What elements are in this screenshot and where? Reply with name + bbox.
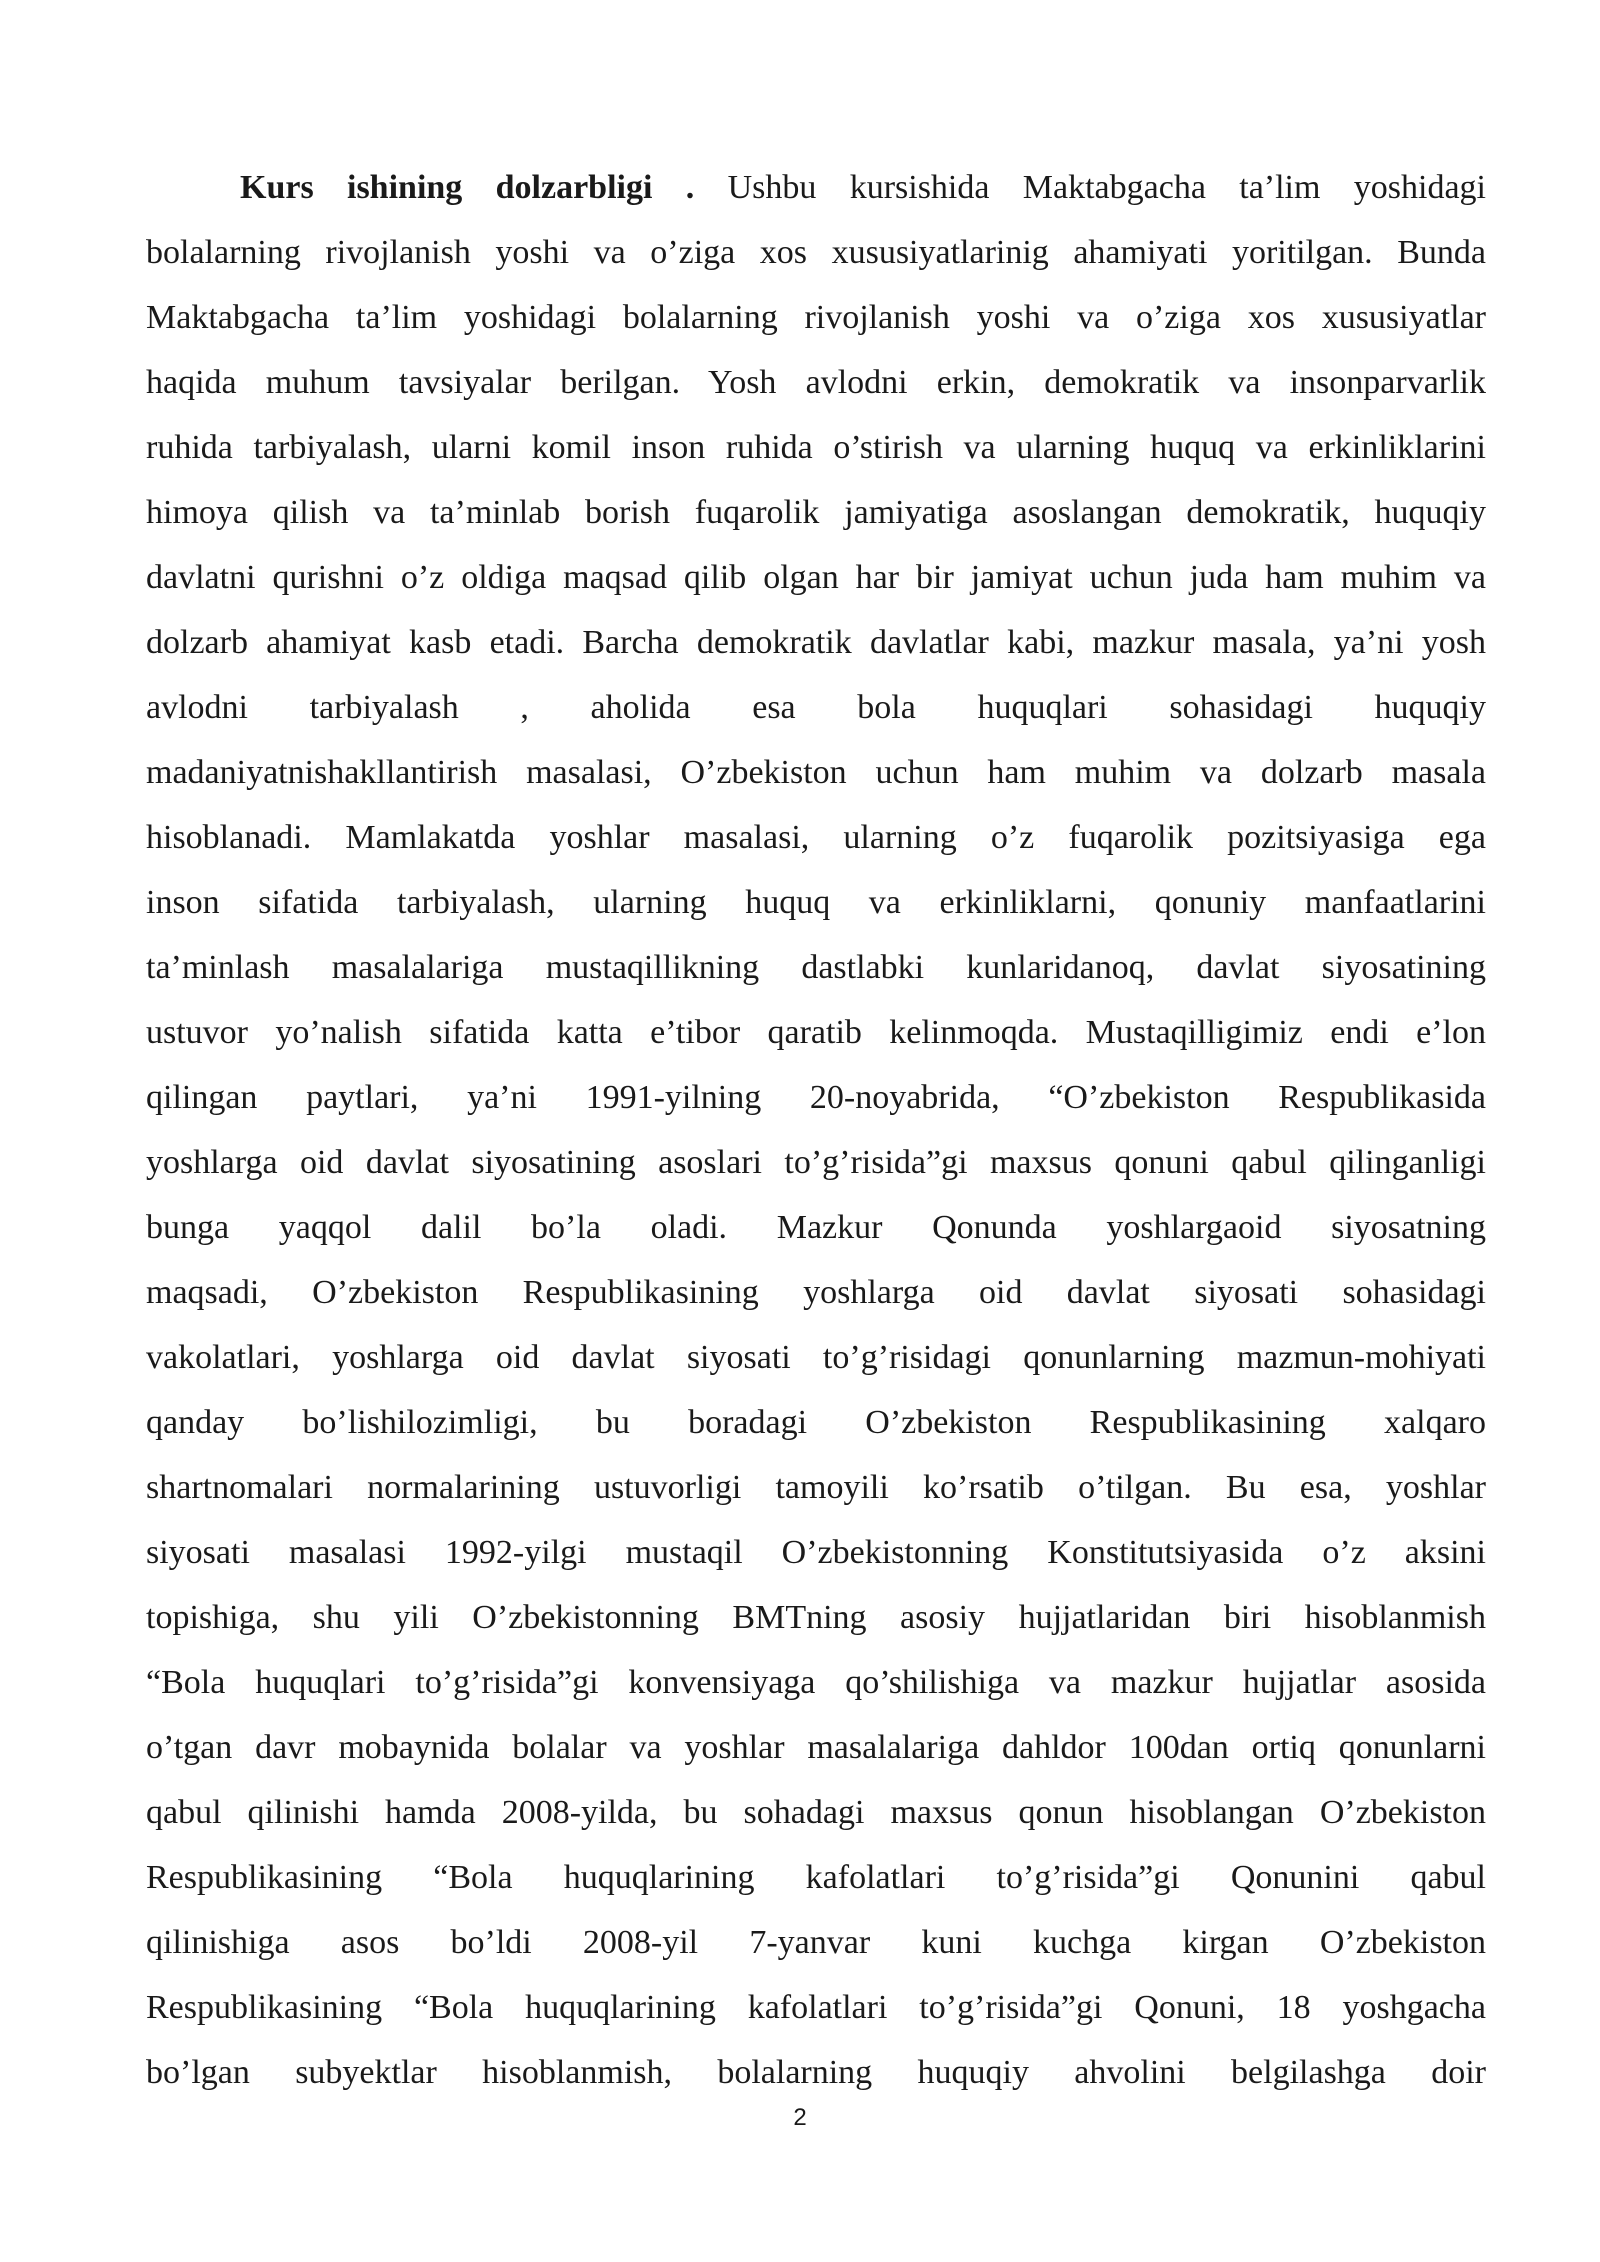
paragraph-line-19: vakolatlari, yoshlarga oid davlat siyosati to’g’risidagi qonunlarning mazmun-mohiyati <box>146 1339 1486 1376</box>
paragraph-line-29: Respublikasining “Bola huquqlarining kafolatlari to’g’risida”gi Qonuni, 18 yoshgacha <box>146 1989 1486 2026</box>
paragraph-line-8: dolzarb ahamiyat kasb etadi. Barcha demokratik davlatlar kabi, mazkur masala, ya’ni yosh <box>146 624 1486 661</box>
paragraph-line-17: bunga yaqqol dalil bo’la oladi. Mazkur Qonunda yoshlargaoid siyosatning <box>146 1209 1486 1246</box>
line-text-1: Ushbu kursishida Maktabgacha ta’lim yoshidagi <box>727 169 1486 206</box>
paragraph-line-18: maqsadi, O’zbekiston Respublikasining yoshlarga oid davlat siyosati sohasidagi <box>146 1274 1486 1311</box>
paragraph-line-20: qanday bo’lishilozimligi, bu boradagi O’zbekiston Respublikasining xalqaro <box>146 1404 1486 1441</box>
paragraph-line-13: ta’minlash masalalariga mustaqillikning dastlabki kunlaridanoq, davlat siyosatining <box>146 949 1486 986</box>
paragraph-line-14: ustuvor yo’nalish sifatida katta e’tibor qaratib kelinmoqda. Mustaqilligimiz endi e’lon <box>146 1014 1486 1051</box>
paragraph-line-9: avlodni tarbiyalash , aholida esa bola huquqlari sohasidagi huquqiy <box>146 689 1486 726</box>
section-heading: Kurs ishining dolzarbligi . <box>240 169 695 206</box>
paragraph-line-21: shartnomalari normalarining ustuvorligi tamoyili ko’rsatib o’tilgan. Bu esa, yoshlar <box>146 1469 1486 1506</box>
paragraph-line-3: Maktabgacha ta’lim yoshidagi bolalarning rivojlanish yoshi va o’ziga xos xususiyatlar <box>146 299 1486 336</box>
paragraph-line-22: siyosati masalasi 1992-yilgi mustaqil O’zbekistonning Konstitutsiyasida o’z aksini <box>146 1534 1486 1571</box>
paragraph-line-2: bolalarning rivojlanish yoshi va o’ziga xos xususiyatlarinig ahamiyati yoritilgan. Bunda <box>146 234 1486 271</box>
paragraph-line-1 <box>146 155 1486 220</box>
paragraph-line-23: topishiga, shu yili O’zbekistonning BMTning asosiy hujjatlaridan biri hisoblanmish <box>146 1599 1486 1636</box>
paragraph-line-7: davlatni qurishni o’z oldiga maqsad qilib olgan har bir jamiyat uchun juda ham muhim va <box>146 559 1486 596</box>
paragraph-line-5: ruhida tarbiyalash, ularni komil inson ruhida o’stirish va ularning huquq va erkinliklarini <box>146 429 1486 466</box>
body-text <box>146 155 1486 2105</box>
paragraph-line-11: hisoblanadi. Mamlakatda yoshlar masalasi, ularning o’z fuqarolik pozitsiyasiga ega <box>146 819 1486 856</box>
paragraph-line-4: haqida muhum tavsiyalar berilgan. Yosh avlodni erkin, demokratik va insonparvarlik <box>146 364 1486 401</box>
paragraph-line-26: qabul qilinishi hamda 2008-yilda, bu sohadagi maxsus qonun hisoblangan O’zbekiston <box>146 1794 1486 1831</box>
paragraph-line-25: o’tgan davr mobaynida bolalar va yoshlar masalalariga dahldor 100dan ortiq qonunlarni <box>146 1729 1486 1766</box>
paragraph-line-6: himoya qilish va ta’minlab borish fuqarolik jamiyatiga asoslangan demokratik, huquqiy <box>146 494 1486 531</box>
page-number: 2 <box>793 2104 807 2131</box>
paragraph-line-10: madaniyatnishakllantirish masalasi, O’zbekiston uchun ham muhim va dolzarb masala <box>146 754 1486 791</box>
paragraph-line-30: bo’lgan subyektlar hisoblanmish, bolalarning huquqiy ahvolini belgilashga doir <box>146 2054 1486 2091</box>
paragraph-line-15: qilingan paytlari, ya’ni 1991-yilning 20-noyabrida, “O’zbekiston Respublikasida <box>146 1079 1486 1116</box>
paragraph-line-16: yoshlarga oid davlat siyosatining asoslari to’g’risida”gi maxsus qonuni qabul qilinganligi <box>146 1144 1486 1181</box>
paragraph-line-28: qilinishiga asos bo’ldi 2008-yil 7-yanvar kuni kuchga kirgan O’zbekiston <box>146 1924 1486 1961</box>
paragraph-line-24: “Bola huquqlari to’g’risida”gi konvensiyaga qo’shilishiga va mazkur hujjatlar asosida <box>146 1664 1486 1701</box>
paragraph-line-27: Respublikasining “Bola huquqlarining kafolatlari to’g’risida”gi Qonunini qabul <box>146 1859 1486 1896</box>
paragraph-line-12: inson sifatida tarbiyalash, ularning huquq va erkinliklarni, qonuniy manfaatlarini <box>146 884 1486 921</box>
